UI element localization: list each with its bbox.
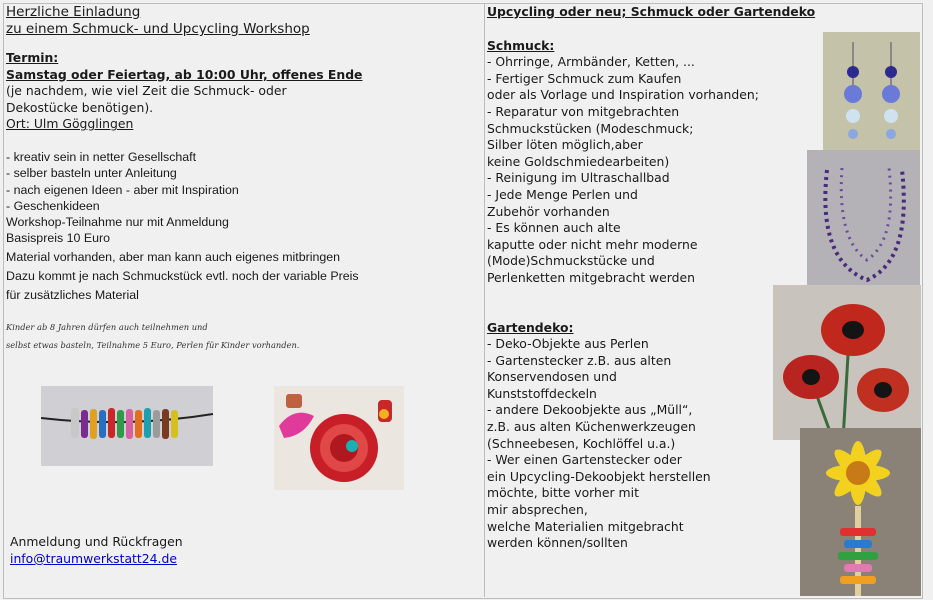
bullet-item: - nach eigenen Ideen - aber mit Inspiration (6, 182, 239, 197)
gartendeko-line: welche Materialien mitgebracht (487, 518, 684, 534)
sunflower-stake-icon (800, 428, 921, 596)
schmuck-line: Silber löten möglich,aber (487, 137, 643, 153)
amethyst-necklace-photo (807, 150, 920, 301)
kinder-note-1: Kinder ab 8 Jahren dürfen auch teilnehmen und (6, 321, 208, 332)
schmuck-line: Schmuckstücken (Modeschmuck; (487, 120, 694, 136)
contact-label: Anmeldung und Rückfragen (10, 534, 183, 549)
bead-necklace-photo (41, 386, 213, 466)
material-line: Material vorhanden, aber man kann auch eigenes mitbringen (6, 249, 341, 264)
bullet-item: - kreativ sein in netter Gesellschaft (6, 149, 197, 164)
necklace-icon (807, 150, 920, 301)
right-column (487, 4, 816, 552)
schmuck-label: Schmuck: (487, 37, 555, 53)
title-line-2: zu einem Schmuck- und Upcycling Workshop (6, 21, 310, 37)
earrings-icon (823, 32, 920, 150)
poppy-flowers-photo (773, 285, 921, 440)
bead-necklace-icon (41, 386, 213, 466)
left-column (6, 4, 476, 352)
schmuck-line: - Fertiger Schmuck zum Kaufen (487, 70, 682, 86)
termin-note-1: (je nachdem, wie viel Zeit die Schmuck- oder (6, 83, 287, 99)
termin-label: Termin: (6, 50, 59, 65)
schmuck-line: Zubehör vorhanden (487, 203, 610, 219)
bullet-item: - Geschenkideen (6, 198, 100, 213)
gartendeko-label: Gartendeko: (487, 319, 574, 335)
schmuck-line: - Ohrringe, Armbänder, Ketten, ... (487, 54, 695, 70)
right-heading: Upcycling oder neu; Schmuck oder Gartendeko (487, 4, 816, 19)
schmuck-line: - Jede Menge Perlen und (487, 186, 638, 202)
gartendeko-line: mir absprechen, (487, 502, 588, 518)
bullet-item: - selber basteln unter Anleitung (6, 166, 177, 181)
gartendeko-line: - Deko-Objekte aus Perlen (487, 336, 649, 352)
brooch-icon (274, 386, 404, 490)
poppy-icon (773, 285, 921, 440)
material-line: Dazu kommt je nach Schmuckstück evtl. noch der variable Preis (6, 269, 359, 284)
gartendeko-line: z.B. aus alten Küchenwerkzeugen (487, 419, 696, 435)
upcycled-brooch-photo (274, 386, 404, 490)
gartendeko-line: ein Upcycling-Dekoobjekt herstellen (487, 468, 711, 484)
schmuck-line: Perlenketten mitgebracht werden (487, 269, 696, 285)
gartendeko-line: - Gartenstecker z.B. aus alten (487, 352, 672, 368)
termin-note-2: Dekostücke benötigen). (6, 99, 154, 115)
gartendeko-line: Kunststoffdeckeln (487, 385, 597, 401)
ort-line: Ort: Ulm Gögglingen (6, 116, 134, 132)
kinder-note-2: selbst etwas basteln, Teilnahme 5 Euro, Perlen für Kinder vorhanden. (6, 339, 300, 350)
sunflower-garden-stake-photo (800, 428, 921, 596)
anmeldung-note: Workshop-Teilnahme nur mit Anmeldung (6, 215, 229, 230)
schmuck-line: kaputte oder nicht mehr moderne (487, 236, 698, 252)
schmuck-line: keine Goldschmiedearbeiten) (487, 153, 670, 169)
gartendeko-line: (Schneebesen, Kochlöffel u.a.) (487, 435, 676, 451)
termin-value: Samstag oder Feiertag, ab 10:00 Uhr, offenes Ende (6, 66, 363, 82)
schmuck-line: - Reinigung im Ultraschallbad (487, 170, 670, 186)
gartendeko-line: möchte, bitte vorher mit (487, 485, 639, 501)
gartendeko-line: werden können/sollten (487, 535, 628, 551)
basispreis: Basispreis 10 Euro (6, 231, 110, 246)
material-line: für zusätzliches Material (6, 288, 139, 303)
schmuck-line: - Reparatur von mitgebrachten (487, 103, 680, 119)
schmuck-line: (Mode)Schmuckstücke und (487, 253, 655, 269)
gartendeko-line: - Wer einen Gartenstecker oder (487, 452, 682, 468)
contact-email-link[interactable]: info@traumwerkstatt24.de (10, 551, 177, 566)
schmuck-line: oder als Vorlage und Inspiration vorhanden; (487, 87, 759, 103)
column-divider (484, 3, 485, 597)
gartendeko-line: - andere Dekoobjekte aus „Müll“, (487, 402, 693, 418)
gartendeko-line: Konservendosen und (487, 369, 617, 385)
earrings-photo (823, 32, 920, 150)
schmuck-line: - Es können auch alte (487, 220, 621, 236)
title-line-1: Herzliche Einladung (6, 4, 141, 20)
